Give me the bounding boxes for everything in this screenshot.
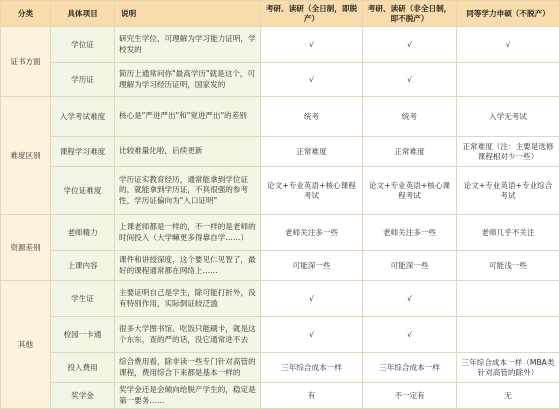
row-item: 学位证难度 — [51, 167, 115, 215]
cell-fulltime: 三年综合成本一样 — [261, 353, 363, 383]
cell-parttime: 不一定有 — [363, 383, 457, 409]
row-item: 入学考试难度 — [51, 97, 115, 137]
cell-equivalent: 无 — [457, 383, 559, 409]
header-parttime: 考研、读研（非全日制，即不脱产） — [363, 1, 457, 27]
cell-parttime: 论文+专业英语+核心课程考试 — [363, 167, 457, 215]
row-item: 奖学金 — [51, 383, 115, 409]
row-desc: 综合费用看，除非读一些专门针对高管的课程，费用综合下来都是基本一样的 — [115, 353, 261, 383]
row-desc: 研究生学位，可理解为学习能力证明，学校发的 — [115, 27, 261, 63]
table-row — [1, 251, 559, 281]
cell-equivalent: √ — [457, 27, 559, 63]
cell-equivalent: 论文+专业英语+专业综合考试 — [457, 167, 559, 215]
cell-fulltime: 统考 — [261, 97, 363, 137]
group-label-other: 其他 — [1, 281, 51, 409]
table-row — [1, 137, 559, 167]
row-desc: 简历上通常问你"最高学历"就是这个，可理解为学习经历证明，国家发的 — [115, 63, 261, 97]
cell-equivalent: 三年综合成本一样（MBA类针对高管的除外） — [457, 353, 559, 383]
cell-parttime: √ — [363, 281, 457, 317]
group-label-cert: 证书方面 — [1, 27, 51, 97]
cell-parttime: 老师关注多一些 — [363, 215, 457, 251]
cell-fulltime: 论文+专业英语+核心课程考试 — [261, 167, 363, 215]
header-category: 分类 — [1, 1, 51, 27]
cell-equivalent: 可能浅一些 — [457, 251, 559, 281]
header-equivalent: 同等学力申硕（不脱产） — [457, 1, 559, 27]
row-item: 学位证 — [51, 27, 115, 63]
table-row — [1, 353, 559, 383]
row-desc: 比较难量化啦，后续更新 — [115, 137, 261, 167]
cell-fulltime: √ — [261, 63, 363, 97]
cell-equivalent — [457, 63, 559, 97]
cell-parttime: √ — [363, 63, 457, 97]
table-row — [1, 383, 559, 409]
table-row — [1, 215, 559, 251]
row-item: 课程学习难度 — [51, 137, 115, 167]
cell-fulltime: √ — [261, 281, 363, 317]
table-row — [1, 167, 559, 215]
table-row — [1, 97, 559, 137]
row-desc: 很多大学图书馆、吃饭只能刷卡，就是这个东东，查的严的话，没它通常进不去 — [115, 317, 261, 353]
row-desc: 学历证实教育经历，通常能拿到学位证的，就能拿到学历证，不具很强的参考性，学历证偏向为"入口证明" — [115, 167, 261, 215]
row-desc: 课件和讲授深度，这个要见仁见智了，最好的课程通常都在网络上…… — [115, 251, 261, 281]
cell-equivalent — [457, 281, 559, 317]
cell-parttime: √ — [363, 27, 457, 63]
group-label-difficulty: 难度区别 — [1, 97, 51, 215]
table-row — [1, 27, 559, 63]
row-desc: 上课老师都是一样的，不一样的是老师的时间投入（大学嘛更多得靠自学……） — [115, 215, 261, 251]
cell-parttime: 可能深一些 — [363, 251, 457, 281]
cell-parttime: 三年综合成本一样 — [363, 353, 457, 383]
cell-fulltime: 可能深一些 — [261, 251, 363, 281]
table-row — [1, 281, 559, 317]
header-item: 具体项目 — [51, 1, 115, 27]
cell-parttime: 正常难度 — [363, 137, 457, 167]
cell-fulltime: √ — [261, 317, 363, 353]
cell-fulltime: 正常难度 — [261, 137, 363, 167]
table-row — [1, 317, 559, 353]
row-item: 学历证 — [51, 63, 115, 97]
cell-parttime: 统考 — [363, 97, 457, 137]
header-fulltime: 考研、读研（全日制，即脱产） — [261, 1, 363, 27]
row-desc: 核心是"严进严出"和"宽进严出"的差别 — [115, 97, 261, 137]
cell-equivalent — [457, 317, 559, 353]
cell-equivalent: 老师几乎不关注 — [457, 215, 559, 251]
cell-fulltime: 老师关注多一些 — [261, 215, 363, 251]
header-desc: 说明 — [115, 1, 261, 27]
cell-fulltime: √ — [261, 27, 363, 63]
table-row — [1, 63, 559, 97]
cell-parttime: √ — [363, 317, 457, 353]
group-label-resource: 资源差别 — [1, 215, 51, 281]
row-item: 老师精力 — [51, 215, 115, 251]
row-desc: 奖学金还是会倾向给脱产学生的，稳定是第一要务…… — [115, 383, 261, 409]
cell-equivalent: 入学无考试 — [457, 97, 559, 137]
row-item: 校园一卡通 — [51, 317, 115, 353]
cell-equivalent: 正常难度（注：主要是选修课程相对少一些） — [457, 137, 559, 167]
row-item: 投入费用 — [51, 353, 115, 383]
row-item: 上课内容 — [51, 251, 115, 281]
row-item: 学生证 — [51, 281, 115, 317]
row-desc: 主要证明自己是学生，除可能打折外，没有特别作用，实际倒证较泛滥 — [115, 281, 261, 317]
header-row — [1, 1, 559, 27]
cell-fulltime: 有 — [261, 383, 363, 409]
